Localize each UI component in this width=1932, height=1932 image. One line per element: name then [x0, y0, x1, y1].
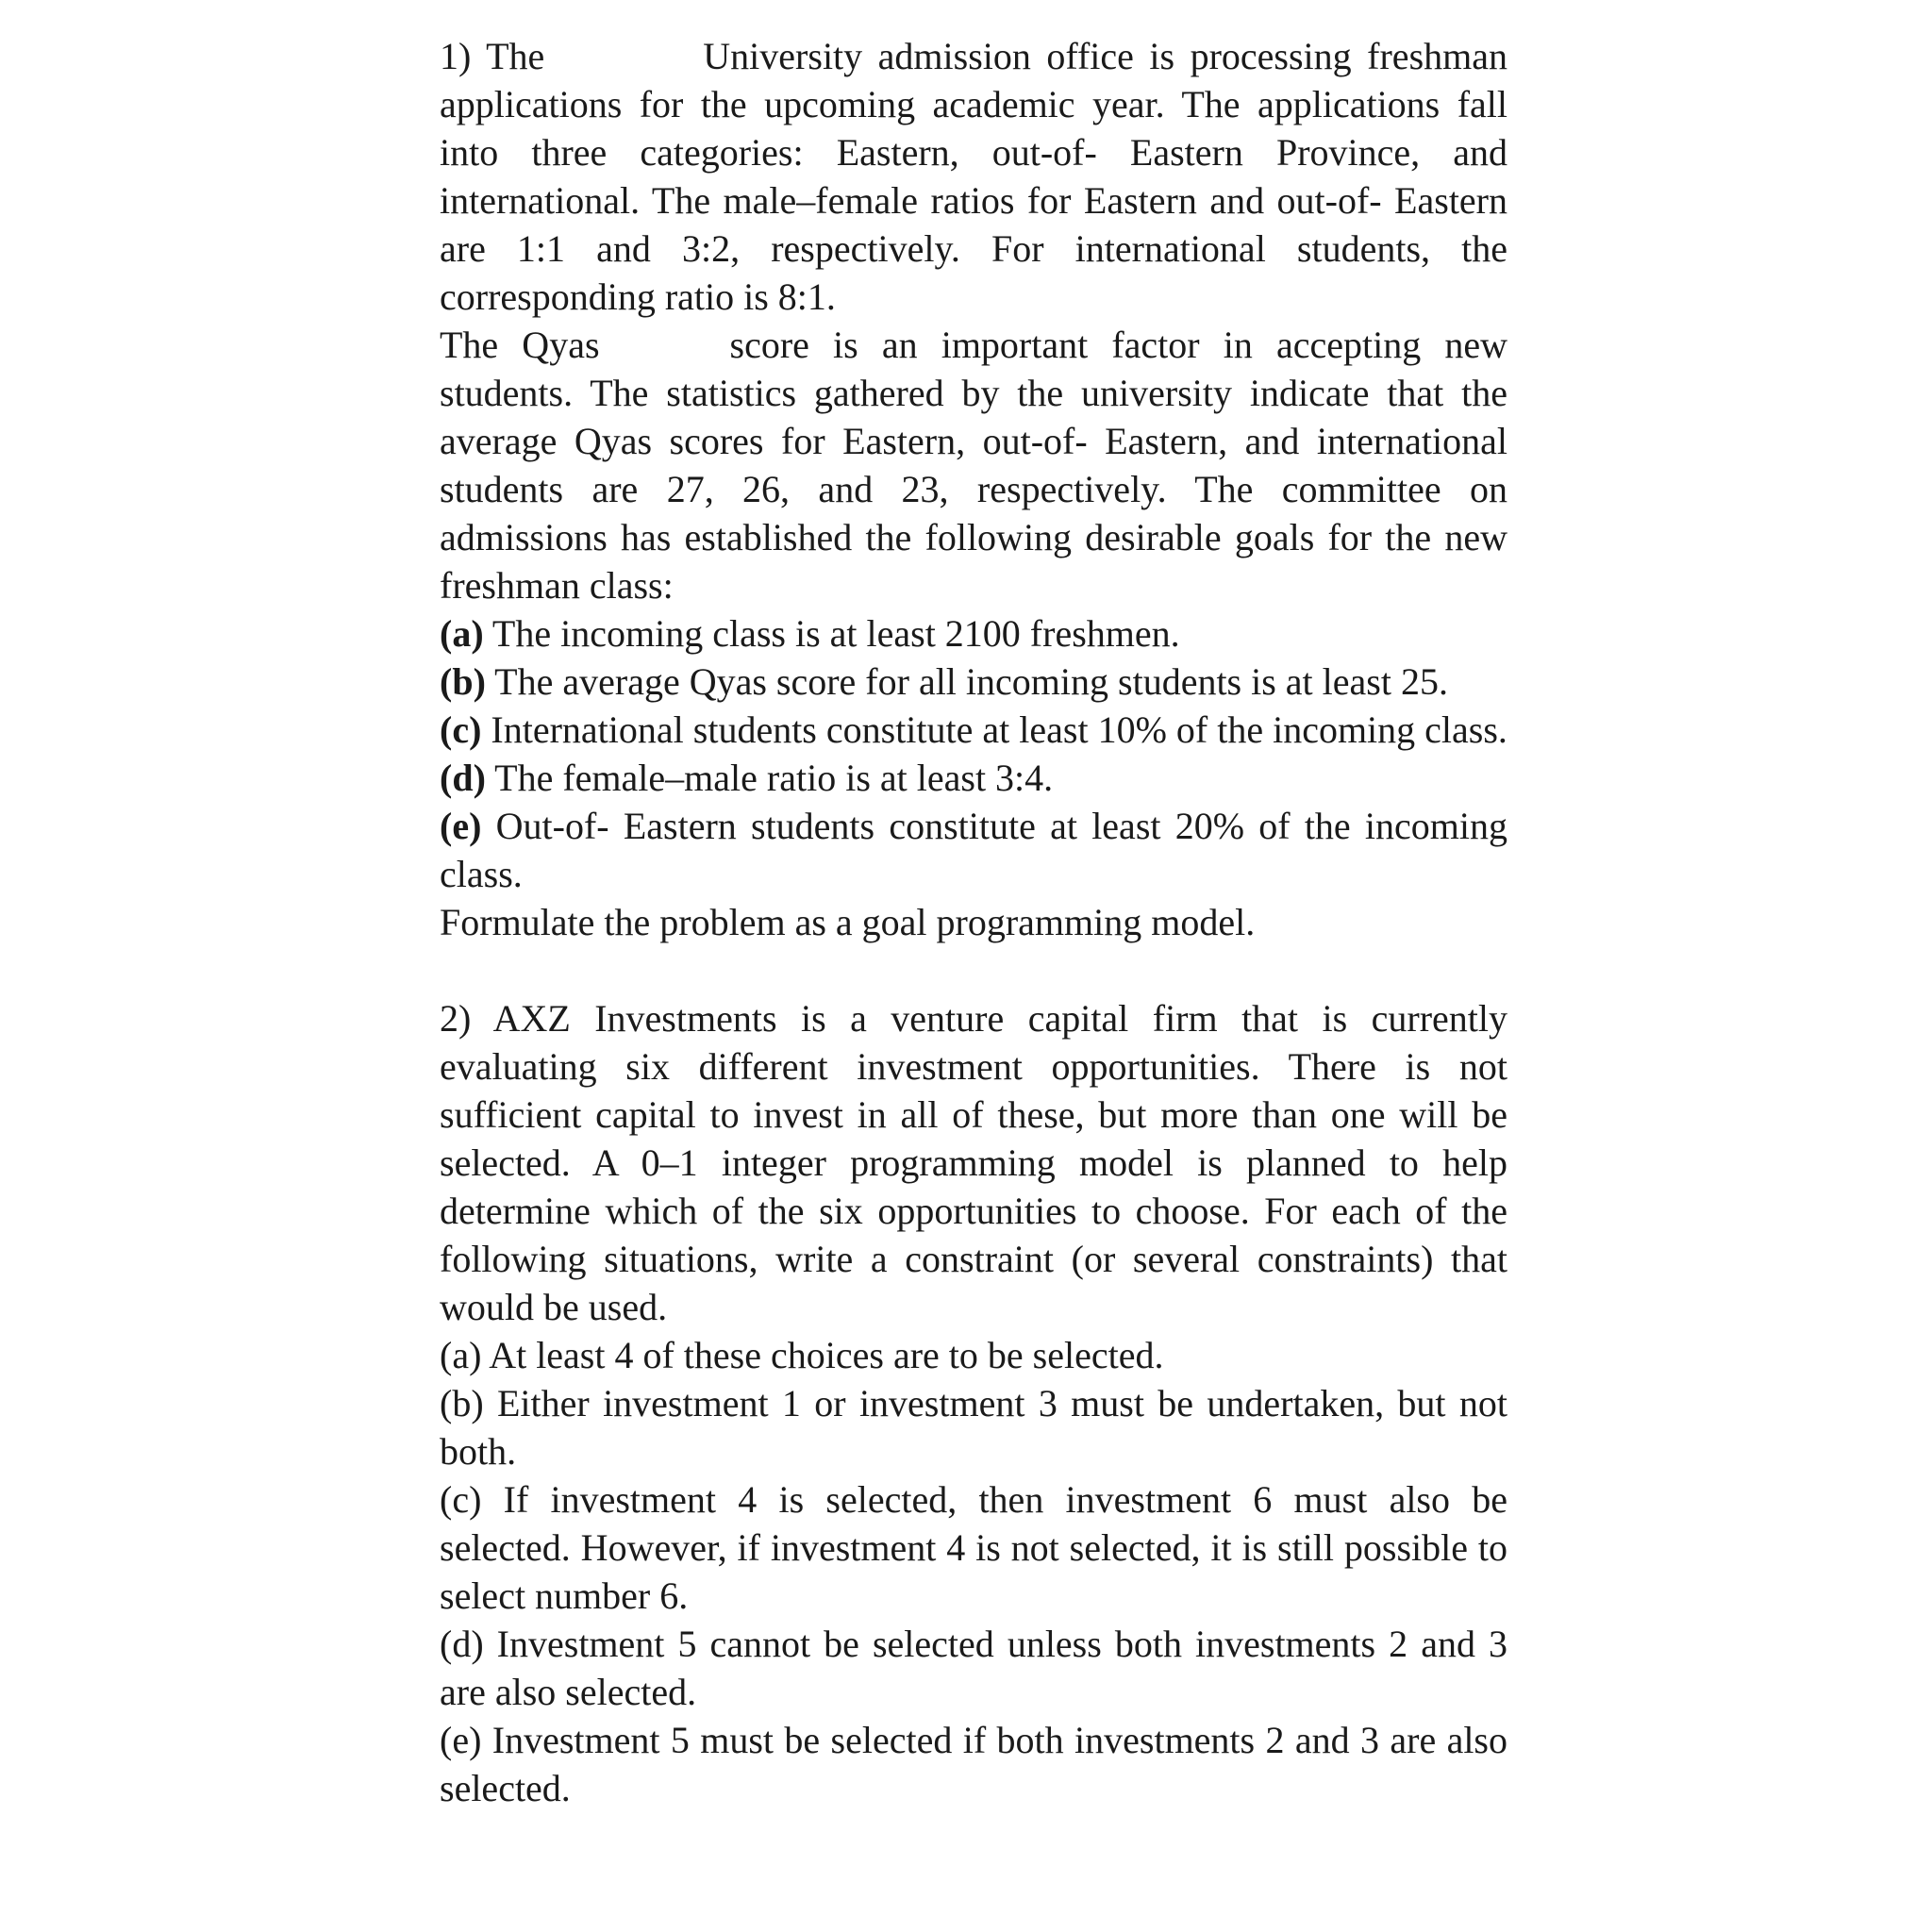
document-page — [440, 32, 1507, 1812]
goal-label: (b) — [440, 660, 486, 703]
goal-text: The female–male ratio is at least 3:4. — [494, 757, 1054, 799]
problem-1-intro-body: University admission office is processing freshman applications for the upcoming academic year. The applications fall into three categories: Eastern, out-of- Eastern Province, and international. The male–female ratios for Eastern and out-of- Eastern are 1:1 and 3:2, respectively. For international students, the corresponding ratio is 8:1. — [440, 35, 1507, 318]
problem-1-qyas-body: score is an important factor in accepting new students. The statistics gathered by the university indicate that the average Qyas scores for Eastern, out-of- Eastern, and international students are 27, 26, and 23, respectively. The committee on admissions has established the following desirable goals for the new freshman class: — [440, 324, 1507, 607]
problem-1-qyas-lead: The Qyas — [440, 324, 600, 366]
problem-1-qyas-paragraph — [440, 321, 1507, 609]
constraint-item: (c) If investment 4 is selected, then investment 6 must also be selected. However, if investment 4 is not selected, it is still possible to select number 6. — [440, 1478, 1507, 1617]
problem-2-intro: 2) AXZ Investments is a venture capital firm that is currently evaluating six different investment opportunities. There is not sufficient capital to invest in all of these, but more than one will be selected. A 0–1 integer programming model is planned to help determine which of the six opportunities to choose. For each of the following situations, write a constraint (or several constraints) that would be used. — [440, 997, 1507, 1328]
problem-1-intro — [440, 32, 1507, 321]
constraint-item: (e) Investment 5 must be selected if both investments 2 and 3 are also selected. — [440, 1719, 1507, 1809]
goal-item — [440, 609, 1507, 658]
goal-text: International students constitute at least 10% of the incoming class. — [491, 708, 1507, 751]
goal-item — [440, 802, 1507, 898]
constraint-item: (d) Investment 5 cannot be selected unless both investments 2 and 3 are also selected. — [440, 1623, 1507, 1713]
goal-label: (d) — [440, 757, 486, 799]
goal-label: (a) — [440, 612, 484, 655]
goal-text: The average Qyas score for all incoming students is at least 25. — [494, 660, 1448, 703]
problem-1 — [440, 32, 1507, 946]
goal-item — [440, 754, 1507, 802]
goal-text: The incoming class is at least 2100 freshmen. — [491, 612, 1180, 655]
goal-item — [440, 658, 1507, 706]
problem-2 — [440, 994, 1507, 1812]
problem-1-intro-lead: 1) The — [440, 35, 545, 77]
constraint-item: (b) Either investment 1 or investment 3 must be undertaken, but not both. — [440, 1382, 1507, 1473]
goal-label: (e) — [440, 805, 482, 847]
goal-label: (c) — [440, 708, 482, 751]
constraint-item: (a) At least 4 of these choices are to be selected. — [440, 1334, 1164, 1376]
problem-1-closing: Formulate the problem as a goal programming model. — [440, 901, 1256, 943]
goal-text: Out-of- Eastern students constitute at least 20% of the incoming class. — [440, 805, 1508, 895]
goal-item — [440, 706, 1507, 754]
